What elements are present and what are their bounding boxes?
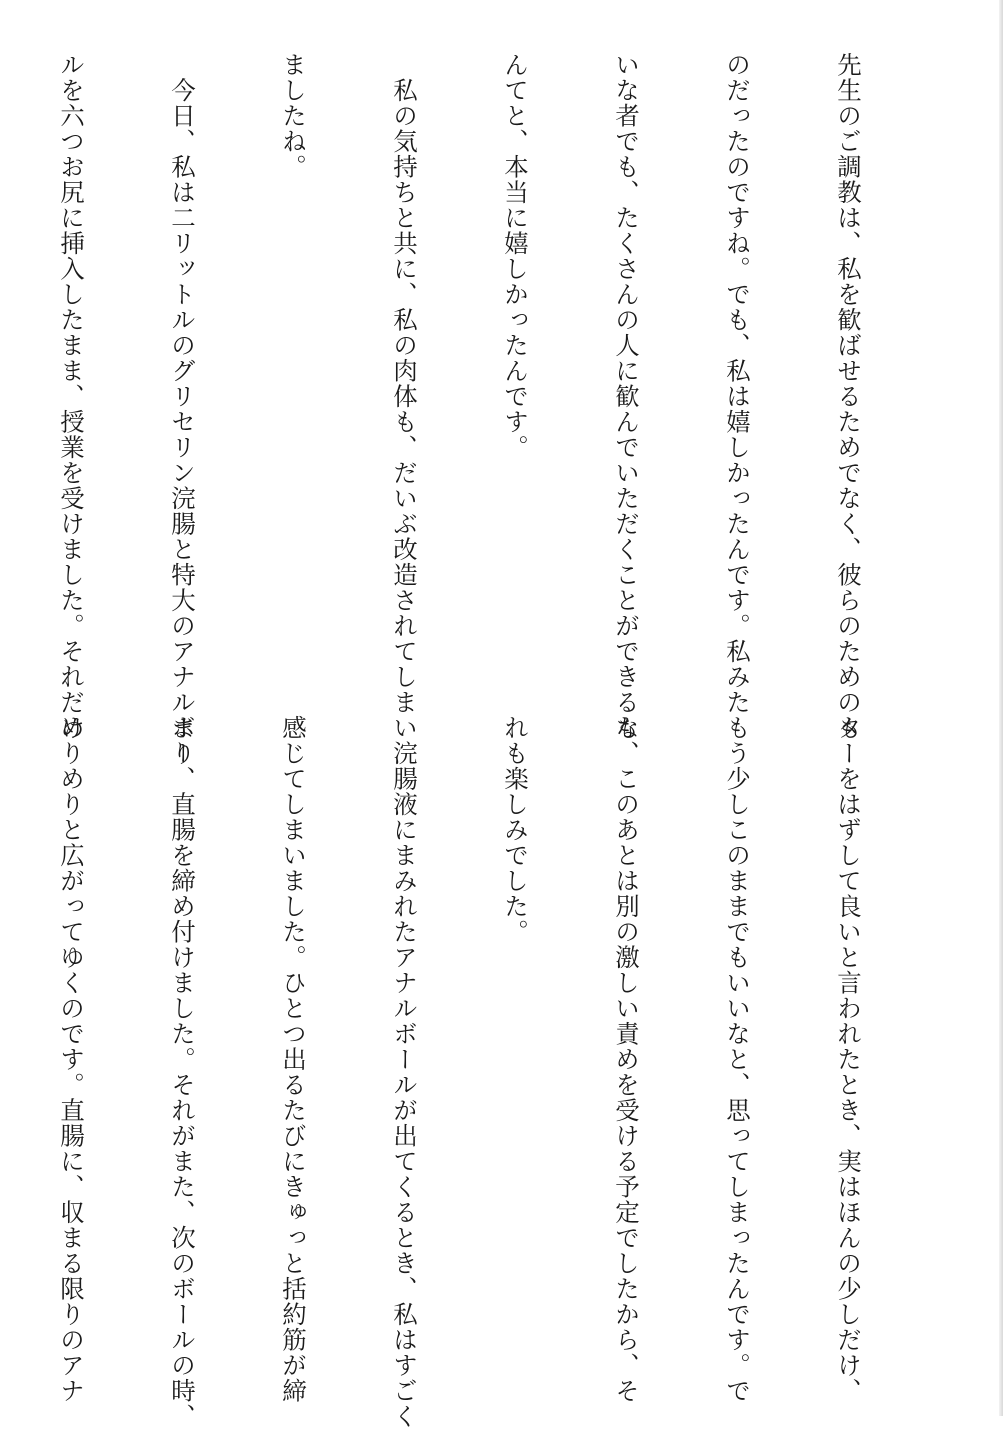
text-line: 浣腸液にまみれたアナルボールが出てくるとき、私はすごく xyxy=(390,715,419,1429)
text-line: ましたね。 xyxy=(279,52,308,180)
text-line: もう少しこのままでもいいなと、思ってしまったんです。で xyxy=(723,715,752,1404)
text-line: んてと、本当に嬉しかったんです。 xyxy=(501,52,530,460)
upper-text-block xyxy=(51,52,941,766)
text-line: ルを六つお尻に挿入したまま、授業を受けました。それだけ xyxy=(57,52,86,741)
text-line: のだったのですね。でも、私は嬉しかったんです。私みた xyxy=(723,52,752,715)
text-line: も、このあとは別の激しい責めを受ける予定でしたから、そ xyxy=(612,715,641,1404)
text-line: 私の気持ちと共に、私の肉体も、だいぶ改造されてしまい xyxy=(390,52,419,741)
text-line: 感じてしまいました。ひとつ出るたびにきゅっと括約筋が締 xyxy=(279,715,308,1404)
text-line: ターをはずして良いと言われたとき、実はほんの少しだけ、 xyxy=(834,715,863,1404)
page-edge-shadow xyxy=(999,0,1003,1416)
text-line: めりめりと広がってゆくのです。直腸に、収まる限りのアナ xyxy=(57,715,86,1404)
lower-text-block xyxy=(57,715,941,1429)
text-line: いな者でも、たくさんの人に歓んでいただくことができるな xyxy=(612,52,641,741)
text-line: 今日、私は二リットルのグリセリン浣腸と特大のアナルボー xyxy=(168,52,197,766)
text-line: 先生のご調教は、私を歓ばせるためでなく、彼らのためのも xyxy=(834,52,863,741)
text-line: れも楽しみでした。 xyxy=(501,715,530,945)
text-line: まり、直腸を締め付けました。それがまた、次のボールの時、 xyxy=(168,715,197,1429)
